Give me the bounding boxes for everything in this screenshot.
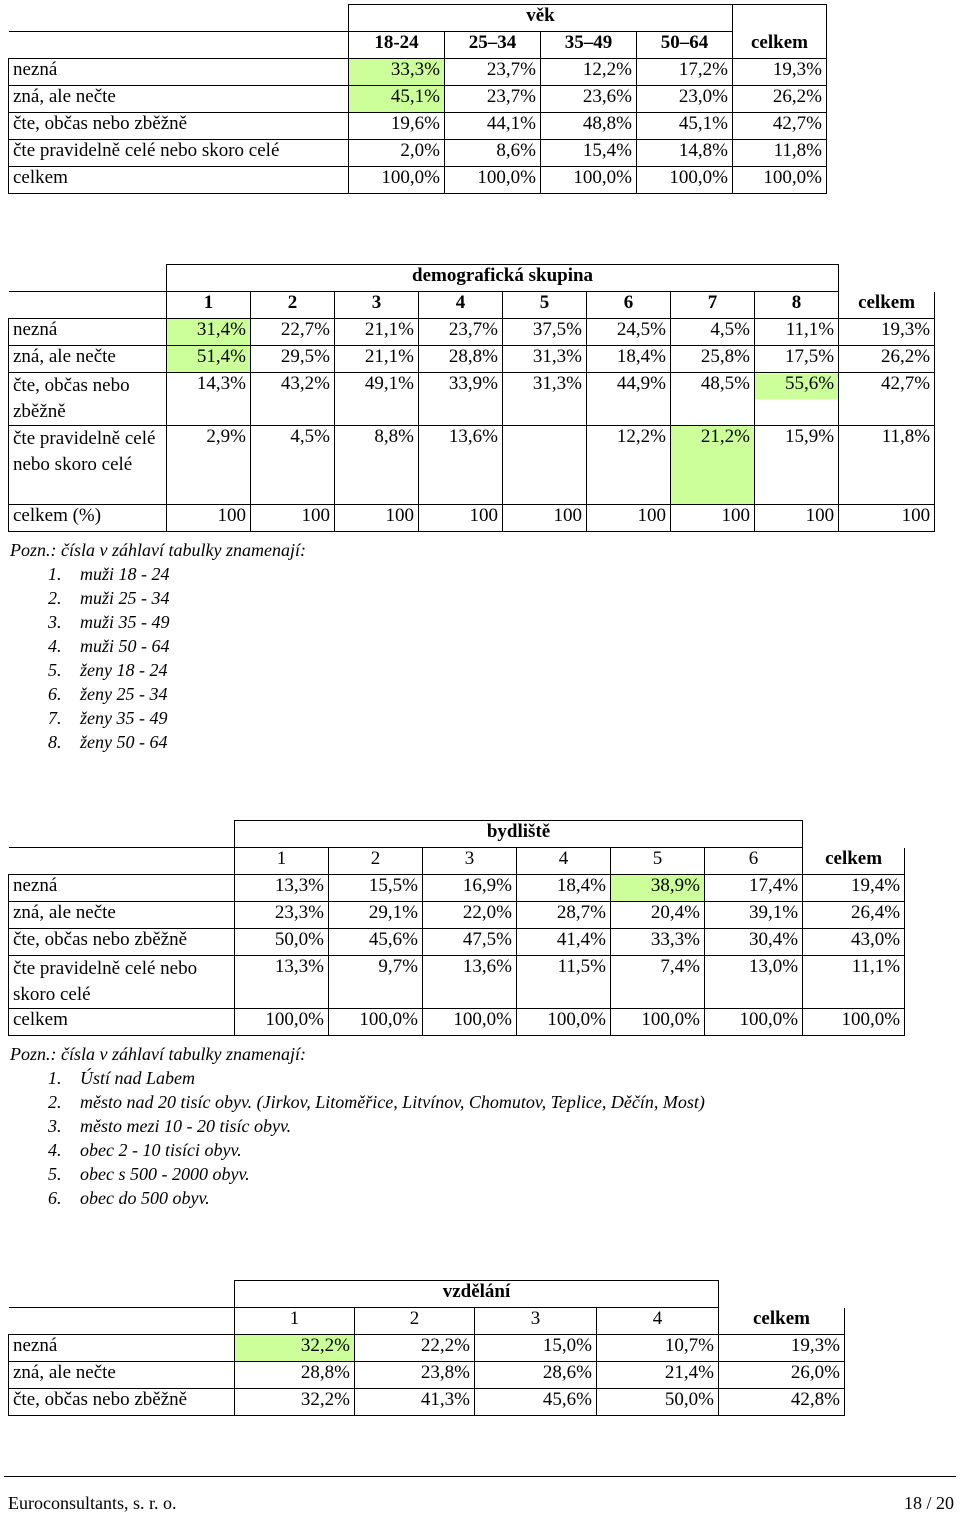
row-label: zná, ale nečte xyxy=(9,902,235,929)
cell: 44,9% xyxy=(587,373,671,426)
table-row xyxy=(9,113,827,140)
cell: 100,0% xyxy=(349,167,445,194)
cell: 23,8% xyxy=(355,1362,475,1389)
cell: 48,5% xyxy=(671,373,755,426)
col-header: 2 xyxy=(251,292,335,319)
cell: 21,1% xyxy=(335,319,419,346)
cell: 19,4% xyxy=(803,875,905,902)
cell: 31,3% xyxy=(503,346,587,373)
age-group-header: věk xyxy=(349,5,733,32)
row-label: celkem xyxy=(9,1009,235,1036)
cell: 30,4% xyxy=(705,929,803,956)
col-header: 4 xyxy=(597,1308,719,1335)
cell: 19,3% xyxy=(733,59,827,86)
note-title: Pozn.: čísla v záhlaví tabulky znamenají: xyxy=(10,1044,306,1064)
cell: 100,0% xyxy=(235,1009,329,1036)
cell: 24,5% xyxy=(587,319,671,346)
cell: 22,2% xyxy=(355,1335,475,1362)
cell: 23,7% xyxy=(419,319,503,346)
cell: 2,9% xyxy=(167,426,251,505)
page-number: 18 / 20 xyxy=(903,1493,954,1513)
note-item: 6. ženy 25 - 34 xyxy=(48,684,168,704)
col-header: 50–64 xyxy=(637,32,733,59)
cell: 15,9% xyxy=(755,426,839,505)
cell: 17,2% xyxy=(637,59,733,86)
cell: 11,8% xyxy=(733,140,827,167)
cell: 41,4% xyxy=(517,929,611,956)
cell: 22,7% xyxy=(251,319,335,346)
cell: 100 xyxy=(419,505,503,532)
cell: 42,7% xyxy=(733,113,827,140)
residence-group-header: bydliště xyxy=(235,821,803,848)
cell: 22,0% xyxy=(423,902,517,929)
col-header: 4 xyxy=(419,292,503,319)
cell: 42,8% xyxy=(719,1389,845,1416)
cell: 49,1% xyxy=(335,373,419,426)
cell: 45,6% xyxy=(475,1389,597,1416)
cell: 11,1% xyxy=(803,956,905,1009)
cell: 8,6% xyxy=(445,140,541,167)
table-row xyxy=(9,86,827,113)
cell: 26,0% xyxy=(719,1362,845,1389)
col-header: 4 xyxy=(517,848,611,875)
table-row xyxy=(9,875,905,902)
cell: 18,4% xyxy=(587,346,671,373)
cell: 42,7% xyxy=(839,373,935,426)
row-label: čte, občas nebo zběžně xyxy=(9,113,349,140)
demographic-notes xyxy=(10,538,306,754)
row-label: čte, občas nebo zběžně xyxy=(9,929,235,956)
note-item: 5. ženy 18 - 24 xyxy=(48,660,168,680)
cell: 21,2% xyxy=(671,426,755,505)
note-item: 6. obec do 500 obyv. xyxy=(48,1188,210,1208)
cell: 29,1% xyxy=(329,902,423,929)
row-label: čte pravidelně celé nebo skoro celé xyxy=(9,426,167,505)
table-row xyxy=(9,1389,845,1416)
cell: 14,8% xyxy=(637,140,733,167)
note-item: 1. Ústí nad Labem xyxy=(48,1068,196,1088)
col-header: 7 xyxy=(671,292,755,319)
cell: 11,1% xyxy=(755,319,839,346)
cell: 100,0% xyxy=(705,1009,803,1036)
cell: 2,0% xyxy=(349,140,445,167)
col-header: 3 xyxy=(335,292,419,319)
col-header-total: celkem xyxy=(733,32,827,59)
cell: 100,0% xyxy=(329,1009,423,1036)
table-demographic xyxy=(8,264,935,532)
cell: 33,3% xyxy=(611,929,705,956)
table-row xyxy=(9,1335,845,1362)
cell: 23,6% xyxy=(541,86,637,113)
table-row xyxy=(9,346,935,373)
note-item: 1. muži 18 - 24 xyxy=(48,564,170,584)
cell: 18,4% xyxy=(517,875,611,902)
note-item: 2. město nad 20 tisíc obyv. (Jirkov, Litoměřice, Litvínov, Chomutov, Teplice, Děčín, Most) xyxy=(48,1092,705,1112)
cell: 100,0% xyxy=(803,1009,905,1036)
row-label: čte pravidelně celé nebo skoro celé xyxy=(9,140,349,167)
col-header: 2 xyxy=(355,1308,475,1335)
cell: 11,8% xyxy=(839,426,935,505)
cell: 17,4% xyxy=(705,875,803,902)
cell: 15,0% xyxy=(475,1335,597,1362)
cell: 26,2% xyxy=(733,86,827,113)
education-group-header: vzdělání xyxy=(235,1281,719,1308)
table-age xyxy=(8,4,827,194)
col-header: 18-24 xyxy=(349,32,445,59)
table-row xyxy=(9,319,935,346)
cell: 31,3% xyxy=(503,373,587,426)
cell: 100,0% xyxy=(445,167,541,194)
col-header: 6 xyxy=(587,292,671,319)
cell: 37,5% xyxy=(503,319,587,346)
cell: 28,7% xyxy=(517,902,611,929)
col-header: 2 xyxy=(329,848,423,875)
table-residence xyxy=(8,820,905,1036)
cell: 48,8% xyxy=(541,113,637,140)
table-row xyxy=(9,902,905,929)
col-header-total: celkem xyxy=(719,1308,845,1335)
cell: 4,5% xyxy=(671,319,755,346)
footer-divider xyxy=(4,1476,956,1477)
cell: 28,6% xyxy=(475,1362,597,1389)
cell: 32,2% xyxy=(235,1389,355,1416)
cell: 26,4% xyxy=(803,902,905,929)
cell: 13,3% xyxy=(235,875,329,902)
row-label: nezná xyxy=(9,319,167,346)
cell: 13,3% xyxy=(235,956,329,1009)
row-label: celkem (%) xyxy=(9,505,167,532)
cell: 31,4% xyxy=(167,319,251,346)
cell: 28,8% xyxy=(235,1362,355,1389)
cell: 44,1% xyxy=(445,113,541,140)
cell: 13,6% xyxy=(423,956,517,1009)
row-label: zná, ale nečte xyxy=(9,86,349,113)
cell: 100 xyxy=(671,505,755,532)
cell: 51,4% xyxy=(167,346,251,373)
cell: 100 xyxy=(587,505,671,532)
cell: 20,4% xyxy=(611,902,705,929)
note-item: 2. muži 25 - 34 xyxy=(48,588,170,608)
cell: 19,6% xyxy=(349,113,445,140)
cell: 39,1% xyxy=(705,902,803,929)
cell: 12,2% xyxy=(541,59,637,86)
cell: 100,0% xyxy=(611,1009,705,1036)
table-row xyxy=(9,167,827,194)
table-row xyxy=(9,505,935,532)
note-item: 7. ženy 35 - 49 xyxy=(48,708,168,728)
row-label: nezná xyxy=(9,59,349,86)
cell: 8,8% xyxy=(335,426,419,505)
col-header-total: celkem xyxy=(803,848,905,875)
table-row xyxy=(9,1009,905,1036)
cell: 15,5% xyxy=(329,875,423,902)
col-header: 5 xyxy=(503,292,587,319)
cell: 26,2% xyxy=(839,346,935,373)
cell: 55,6% xyxy=(755,373,839,426)
col-header: 35–49 xyxy=(541,32,637,59)
cell: 23,7% xyxy=(445,59,541,86)
table-row xyxy=(9,1362,845,1389)
cell: 7,4% xyxy=(611,956,705,1009)
table-row xyxy=(9,956,905,1009)
table-education xyxy=(8,1280,845,1416)
cell: 33,9% xyxy=(419,373,503,426)
col-header: 25–34 xyxy=(445,32,541,59)
cell: 15,4% xyxy=(541,140,637,167)
cell: 19,3% xyxy=(719,1335,845,1362)
cell: 41,3% xyxy=(355,1389,475,1416)
cell: 4,5% xyxy=(251,426,335,505)
cell: 12,2% xyxy=(587,426,671,505)
cell: 100 xyxy=(503,505,587,532)
note-item: 8. ženy 50 - 64 xyxy=(48,732,168,752)
row-label: čte, občas nebo zběžně xyxy=(9,1389,235,1416)
cell: 100,0% xyxy=(733,167,827,194)
cell: 23,3% xyxy=(235,902,329,929)
cell: 13,6% xyxy=(419,426,503,505)
cell: 45,1% xyxy=(637,113,733,140)
cell: 23,0% xyxy=(637,86,733,113)
cell: 13,0% xyxy=(705,956,803,1009)
row-label: nezná xyxy=(9,875,235,902)
cell: 23,7% xyxy=(445,86,541,113)
cell: 47,5% xyxy=(423,929,517,956)
cell: 50,0% xyxy=(235,929,329,956)
col-header: 3 xyxy=(423,848,517,875)
row-label: celkem xyxy=(9,167,349,194)
cell: 100 xyxy=(335,505,419,532)
cell: 100,0% xyxy=(637,167,733,194)
cell: 10,7% xyxy=(597,1335,719,1362)
cell: 100,0% xyxy=(517,1009,611,1036)
cell: 25,8% xyxy=(671,346,755,373)
col-header: 6 xyxy=(705,848,803,875)
col-header: 3 xyxy=(475,1308,597,1335)
cell: 21,4% xyxy=(597,1362,719,1389)
cell: 100 xyxy=(167,505,251,532)
cell: 100 xyxy=(755,505,839,532)
cell: 21,1% xyxy=(335,346,419,373)
cell: 14,3% xyxy=(167,373,251,426)
cell: 38,9% xyxy=(611,875,705,902)
cell: 29,5% xyxy=(251,346,335,373)
col-header: 5 xyxy=(611,848,705,875)
table-row xyxy=(9,59,827,86)
note-item: 3. město mezi 10 - 20 tisíc obyv. xyxy=(48,1116,292,1136)
cell xyxy=(503,426,587,505)
col-header: 1 xyxy=(235,1308,355,1335)
cell: 11,5% xyxy=(517,956,611,1009)
col-header: 1 xyxy=(167,292,251,319)
row-label: zná, ale nečte xyxy=(9,1362,235,1389)
table-row xyxy=(9,929,905,956)
cell: 9,7% xyxy=(329,956,423,1009)
table-row xyxy=(9,140,827,167)
col-header: 1 xyxy=(235,848,329,875)
cell: 45,1% xyxy=(349,86,445,113)
cell: 43,2% xyxy=(251,373,335,426)
note-item: 3. muži 35 - 49 xyxy=(48,612,170,632)
row-label: zná, ale nečte xyxy=(9,346,167,373)
cell: 16,9% xyxy=(423,875,517,902)
cell: 17,5% xyxy=(755,346,839,373)
cell: 19,3% xyxy=(839,319,935,346)
col-header-total: celkem xyxy=(839,292,935,319)
cell: 100,0% xyxy=(423,1009,517,1036)
note-item: 4. obec 2 - 10 tisíci obyv. xyxy=(48,1140,242,1160)
cell: 32,2% xyxy=(235,1335,355,1362)
cell: 43,0% xyxy=(803,929,905,956)
cell: 100,0% xyxy=(541,167,637,194)
col-header: 8 xyxy=(755,292,839,319)
note-item: 4. muži 50 - 64 xyxy=(48,636,170,656)
table-row xyxy=(9,373,935,426)
demographic-group-header: demografická skupina xyxy=(167,265,839,292)
residence-notes xyxy=(10,1042,705,1210)
row-label: čte, občas nebo zběžně xyxy=(9,373,167,426)
row-label: čte pravidelně celé nebo skoro celé xyxy=(9,956,235,1009)
row-label: nezná xyxy=(9,1335,235,1362)
cell: 100 xyxy=(839,505,935,532)
cell: 28,8% xyxy=(419,346,503,373)
cell: 100 xyxy=(251,505,335,532)
cell: 45,6% xyxy=(329,929,423,956)
cell: 33,3% xyxy=(349,59,445,86)
note-item: 5. obec s 500 - 2000 obyv. xyxy=(48,1164,250,1184)
note-title: Pozn.: čísla v záhlaví tabulky znamenají: xyxy=(10,540,306,560)
table-row xyxy=(9,426,935,505)
cell: 50,0% xyxy=(597,1389,719,1416)
footer-company: Euroconsultants, s. r. o. xyxy=(8,1493,177,1513)
